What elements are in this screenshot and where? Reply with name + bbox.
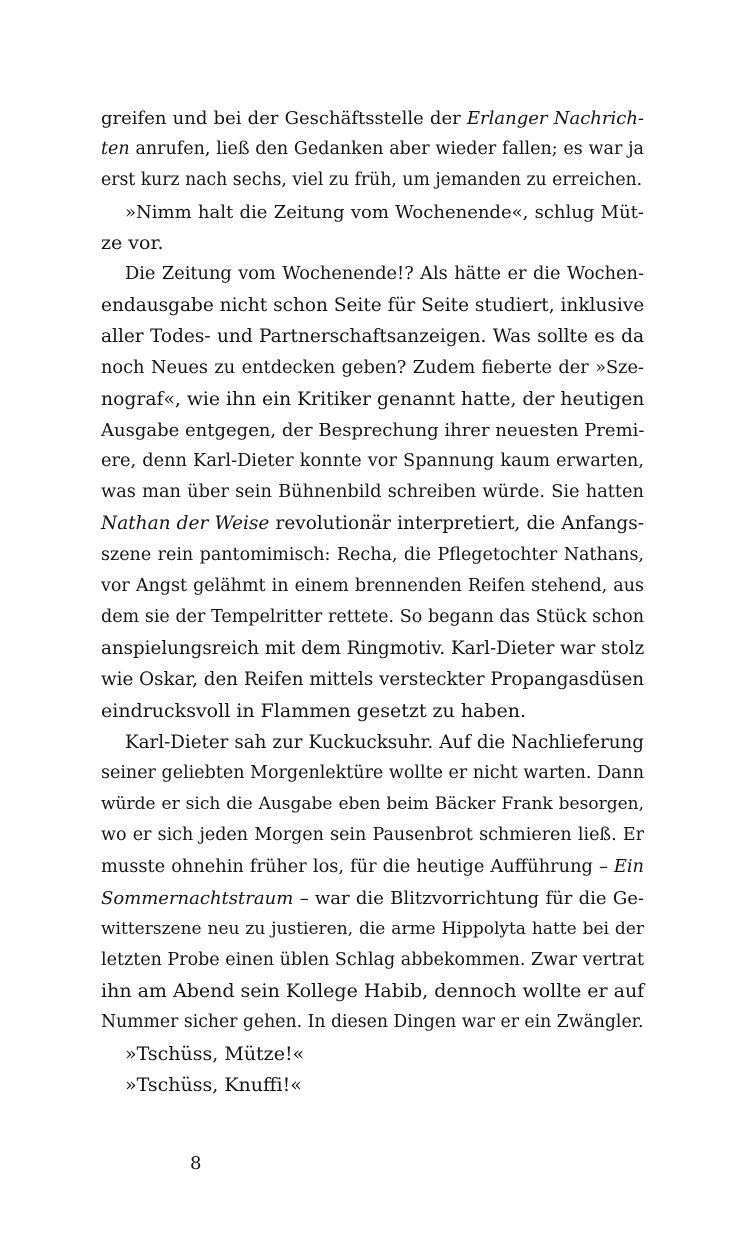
text-line xyxy=(101,602,644,633)
text-line xyxy=(101,1007,644,1038)
text-run: »Tschüss, Mütze!« xyxy=(125,1042,305,1065)
text-run: Die Zeitung vom Wochenende!? Als hätte er die Wochen- xyxy=(125,263,644,284)
page-number: 8 xyxy=(190,1153,202,1174)
text-run: vor Angst gelähmt in einem brennenden Reifen stehend, aus xyxy=(101,575,644,596)
text-run: szene rein pantomimisch: Recha, die Pflegetochter Nathans, xyxy=(101,544,644,565)
body-text xyxy=(101,103,644,1101)
text-line xyxy=(101,1039,644,1070)
text-line xyxy=(101,633,644,664)
text-line xyxy=(101,290,644,321)
text-line xyxy=(101,508,644,539)
text-run: wie Oskar, den Reifen mittels versteckter Propangasdüsen xyxy=(101,669,644,691)
text-line xyxy=(101,228,644,259)
italic-text: Nathan der Weise xyxy=(101,513,270,535)
text-run: dem sie der Tempelritter rettete. So begann das Stück schon xyxy=(101,607,644,627)
text-line xyxy=(101,883,644,914)
text-line xyxy=(101,789,644,820)
text-run: »Nimm halt die Zeitung vom Wochenende«, schlug Müt- xyxy=(125,201,644,223)
italic-text: Sommernachtstraum xyxy=(101,887,294,909)
text-line xyxy=(101,1070,644,1101)
text-run: anspielungsreich mit dem Ringmotiv. Karl-Dieter war stolz xyxy=(101,638,645,660)
italic-text: Erlanger Nachrich- xyxy=(466,108,644,129)
text-run: witterszene neu zu justieren, die arme Hippolyta hatte bei der xyxy=(101,918,644,939)
text-run: Karl-Dieter sah zur Kuckucksuhr. Auf die Nachlieferung xyxy=(125,731,644,753)
text-run: nograf«, wie ihn ein Kritiker genannt hatte, der heutigen xyxy=(101,388,645,410)
text-run: eindrucksvoll in Flammen gesetzt zu haben. xyxy=(101,699,527,722)
text-line xyxy=(101,852,644,883)
text-line xyxy=(101,540,644,571)
text-run: anrufen, ließ den Gedanken aber wieder fallen; es war ja xyxy=(129,139,644,160)
text-run: – war die Blitzvorrichtung für die Ge- xyxy=(293,887,644,909)
text-run: ere, denn Karl-Dieter konnte vor Spannung kaum erwarten, xyxy=(101,451,644,472)
text-run: seiner geliebten Morgenlektüre wollte er nicht warten. Dann xyxy=(101,762,644,783)
text-line xyxy=(101,477,644,508)
text-line xyxy=(101,384,644,415)
text-run: erst kurz nach sechs, viel zu früh, um jemanden zu erreichen. xyxy=(101,170,643,191)
text-run: musste ohnehin früher los, für die heutige Aufführung – xyxy=(101,856,614,877)
text-run: Ausgabe entgegen, der Besprechung ihrer neuesten Premi- xyxy=(101,419,645,441)
text-line xyxy=(101,259,644,290)
text-run: »Tschüss, Knuffi!« xyxy=(125,1073,302,1096)
text-run: letzten Probe einen üblen Schlag abbekommen. Zwar vertrat xyxy=(101,950,645,971)
text-run: was man über sein Bühnenbild schreiben würde. Sie hatten xyxy=(101,482,644,503)
text-line xyxy=(101,945,644,976)
text-line xyxy=(101,571,644,602)
text-line xyxy=(101,197,644,228)
italic-text: ten xyxy=(101,139,130,160)
italic-text: Ein xyxy=(613,856,644,877)
text-line xyxy=(101,758,644,789)
text-line xyxy=(101,353,644,384)
text-line xyxy=(101,321,644,352)
text-line xyxy=(101,664,644,695)
text-run: greifen und bei der Geschäftsstelle der xyxy=(101,108,467,129)
text-run: ihn am Abend sein Kollege Habib, dennoch wollte er auf xyxy=(101,980,645,1003)
text-line xyxy=(101,165,644,196)
text-run: würde er sich die Ausgabe eben beim Bäcker Frank besorgen, xyxy=(101,794,644,815)
text-run: revolutionär interpretiert, die Anfangs- xyxy=(269,513,644,535)
text-run: ze vor. xyxy=(101,231,164,254)
text-line xyxy=(101,134,644,165)
text-line xyxy=(101,103,644,134)
text-line xyxy=(101,727,644,758)
text-run: aller Todes- und Partnerschaftsanzeigen. Was sollte es da xyxy=(101,326,644,348)
text-line xyxy=(101,696,644,727)
text-run: endausgabe nicht schon Seite für Seite studiert, inklusive xyxy=(101,295,645,317)
text-run: noch Neues zu entdecken geben? Zudem fieberte der »Sze- xyxy=(101,357,644,378)
text-line xyxy=(101,976,644,1007)
text-line xyxy=(101,446,644,477)
text-line xyxy=(101,415,644,446)
text-line xyxy=(101,820,644,851)
text-line xyxy=(101,914,644,945)
text-run: Nummer sicher gehen. In diesen Dingen war er ein Zwängler. xyxy=(101,1012,644,1033)
text-run: wo er sich jeden Morgen sein Pausenbrot schmieren ließ. Er xyxy=(101,825,644,846)
